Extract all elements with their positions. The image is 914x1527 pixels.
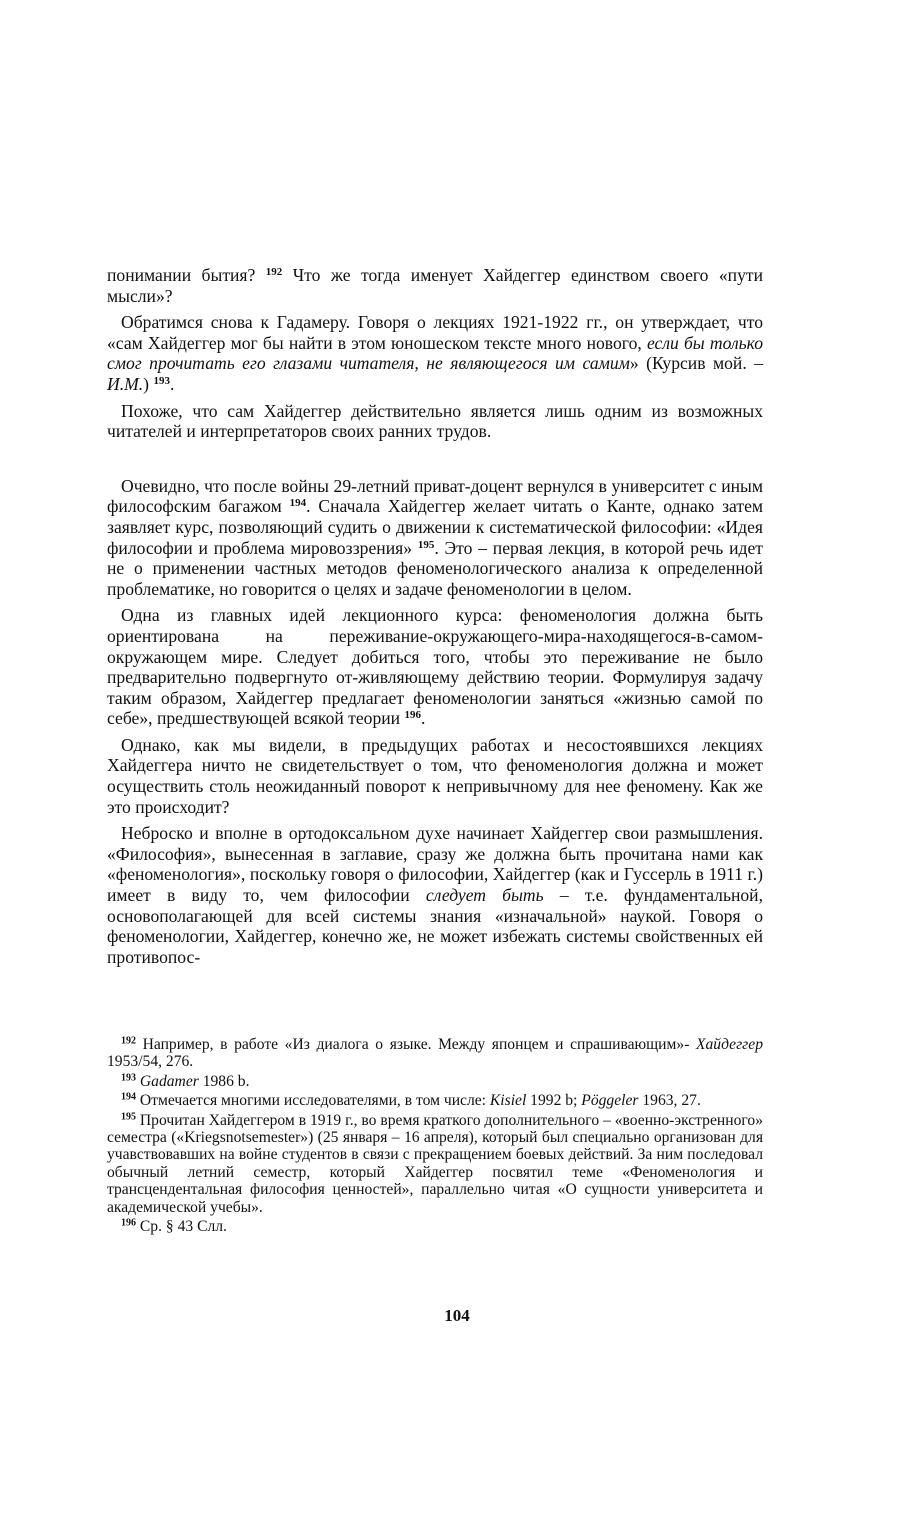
text-span: – т.е. фундаментальной, основополагающей для всей системы знания «изначальной» наукой. Говоря о феноменологии, Хайдеггер, конечно же, не может избежать системы свойственных ей противопос- bbox=[107, 885, 763, 967]
text-span: Что же тогда именует Хайдеггер единством своего «пути мысли»? bbox=[107, 265, 764, 306]
footnote-196 bbox=[107, 1218, 763, 1235]
footnote-194 bbox=[107, 1092, 763, 1109]
italic-phrase: следует быть bbox=[425, 885, 544, 906]
text-span: Отмечается многими исследователями, в том числе: bbox=[136, 1092, 490, 1110]
text-span: Похоже, что сам Хайдеггер действительно является лишь одним из возможных читателей и интерпретаторов своих ранних трудов. bbox=[107, 400, 763, 442]
footnote-192 bbox=[107, 1036, 763, 1071]
paragraph-2 bbox=[107, 312, 763, 394]
footnote-number: 194 bbox=[121, 1091, 136, 1103]
text-span: 1953/54, 276. bbox=[107, 1053, 194, 1071]
footnote-number: 193 bbox=[121, 1072, 136, 1084]
text-span: 1963, 27. bbox=[638, 1092, 701, 1110]
text-span: Например, в работе «Из диалога о языке. Между японцем и спрашивающим»- bbox=[136, 1036, 696, 1053]
footnote-193 bbox=[107, 1073, 763, 1090]
paragraph-3 bbox=[107, 401, 763, 442]
text-span: Одна из главных идей лекционного курса: феноменология должна быть ориентирована на переживание-окружающего-мира-находящегося-в-самом-окружающем мире. Следует добиться того, чтобы это переживание не было предварительно подвергнуто от-живляющему действию теории. Формулируя задачу таким образом, Хайдеггер предлагает феноменологии заняться «жизнью самой по себе», предшествующей всякой теории bbox=[107, 605, 763, 729]
text-span: ) bbox=[143, 373, 154, 394]
paragraph-1 bbox=[107, 265, 763, 306]
italic-author: Хайдеггер bbox=[695, 1036, 763, 1053]
paragraph-7 bbox=[107, 823, 763, 967]
italic-author: Kisiel bbox=[489, 1092, 527, 1110]
text-span: . bbox=[421, 708, 426, 729]
text-span: Неброско и вполне в ортодоксальном духе начинает Хайдеггер свои размышления. «Философия», вынесенная в заглавие, сразу же должна быть прочитана нами как «феноменология», поскольку говоря о философии, Хайдеггер (как и Гуссерль в 1911 г.) имеет в виду то, чем философии bbox=[107, 823, 763, 906]
text-span: Ср. § 43 Слл. bbox=[136, 1218, 227, 1236]
paragraph-4 bbox=[107, 476, 763, 600]
text-span: понимании бытия? bbox=[107, 265, 266, 285]
footnote-ref-195[interactable]: 195 bbox=[417, 538, 435, 551]
footnote-ref-194[interactable]: 194 bbox=[289, 497, 307, 510]
paragraph-5 bbox=[107, 605, 763, 729]
text-span: Очевидно, что после войны 29-летний приват-доцент вернулся в университет с иным философским багажом bbox=[107, 475, 763, 517]
text-span: . Сначала Хайдеггер желает читать о Канте, однако затем заявляет курс, позволяющий судить о движении к систематической философии: «Идея философии и проблема мировоззрения» bbox=[107, 496, 764, 558]
page-number: 104 bbox=[444, 1306, 470, 1325]
footnote-number: 192 bbox=[121, 1035, 136, 1047]
text-span: Обратимся снова к Гадамеру. Говоря о лекциях 1921-1922 гг., он утверждает, что «сам Хайдеггер мог бы найти в этом юношеском тексте много нового, bbox=[107, 312, 763, 353]
italic-author: Pöggeler bbox=[581, 1092, 639, 1110]
italic-initials: И.М. bbox=[107, 373, 144, 394]
text-span: Однако, как мы видели, в предыдущих работах и несостоявшихся лекциях Хайдеггера ничто не свидетельствует о том, что феноменология должна и может осуществить столь неожиданный поворот к непривычному для нее феномену. Как же это происходит? bbox=[107, 734, 763, 817]
footnotes bbox=[107, 1036, 763, 1237]
footnote-ref-192[interactable]: 192 bbox=[265, 265, 283, 278]
main-text bbox=[107, 265, 763, 973]
footnote-ref-196[interactable]: 196 bbox=[404, 709, 421, 722]
footnote-ref-193[interactable]: 193 bbox=[153, 374, 170, 387]
text-span: 1986 b. bbox=[198, 1072, 250, 1090]
paragraph-6 bbox=[107, 735, 763, 817]
text-span: . bbox=[169, 373, 175, 394]
text-span: . Это – первая лекция, в которой речь идет не о применении частных методов феноменологического анализа к определенной проблематике, но говорится о целях и задаче феноменологии в целом. bbox=[107, 537, 763, 599]
text-span: » (Курсив мой. – bbox=[629, 353, 763, 374]
footnote-number: 196 bbox=[121, 1217, 136, 1229]
text-span: Прочитан Хайдеггером в 1919 г., во время краткого дополнительного – «военно-экстренного» семестра («Kriegsnotsemester») (25 января – 16 апреля), который был специально организован для учавствовавших на войне студентов в связи с прекращением боевых действий. За ним последовал обычный летний семестр, который Хайдеггер посвятил теме «Феноменология и трансцендентальная философия ценностей», параллельно читая «О сущности университета и академической учебы». bbox=[107, 1111, 763, 1216]
footnote-number: 195 bbox=[121, 1111, 136, 1123]
text-span: 1992 b; bbox=[526, 1092, 582, 1110]
italic-author: Gadamer bbox=[139, 1072, 199, 1090]
footnote-195 bbox=[107, 1112, 763, 1216]
italic-quote: если бы только смог прочитать его глазами читателя, не являющегося им самим bbox=[107, 332, 763, 374]
